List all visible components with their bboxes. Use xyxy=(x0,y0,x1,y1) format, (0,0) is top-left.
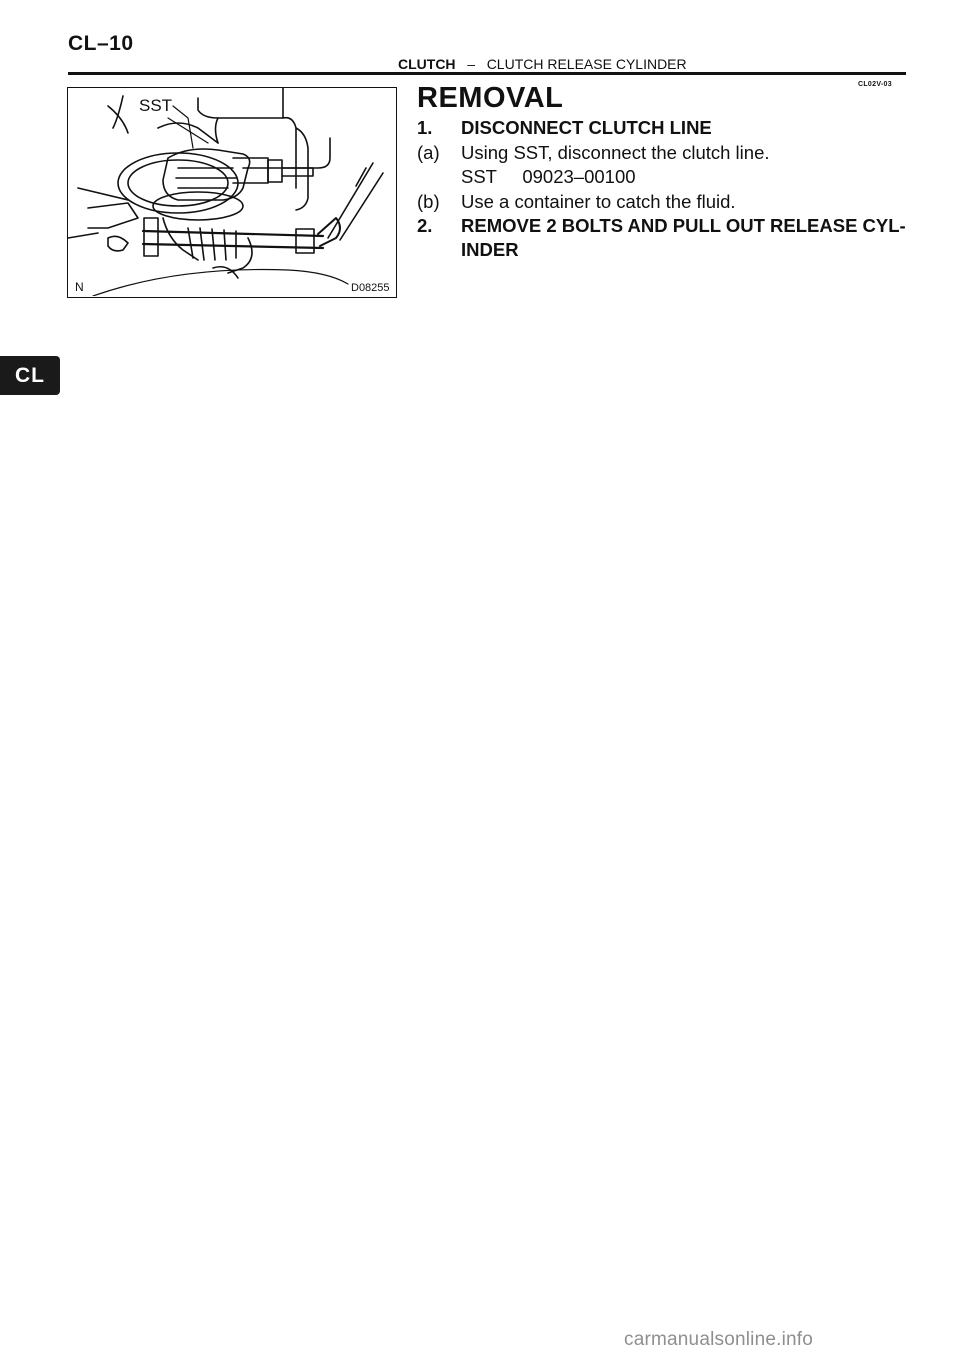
step-2-continuation: INDER xyxy=(461,239,519,260)
step-number: 2. xyxy=(417,215,433,236)
section-side-tab xyxy=(0,356,60,395)
clutch-line-illustration xyxy=(68,88,395,296)
sst-label: SST xyxy=(139,96,173,115)
header-rule xyxy=(68,72,906,75)
step-number: (a) xyxy=(417,142,440,163)
document-code: CL02V-03 xyxy=(858,81,892,88)
step-text: REMOVE 2 BOLTS AND PULL OUT RELEASE CYL- xyxy=(461,215,906,236)
step-1a xyxy=(417,142,770,164)
running-header xyxy=(398,56,687,72)
sst-part-number: SST 09023–00100 xyxy=(461,166,636,187)
figure-corner-label: N xyxy=(75,280,84,294)
step-text: Using SST, disconnect the clutch line. xyxy=(461,142,770,163)
site-watermark: carmanualsonline.info xyxy=(624,1329,814,1350)
side-tab-label: CL xyxy=(15,363,45,387)
figure-code: D08255 xyxy=(351,282,390,294)
step-number: (b) xyxy=(417,191,440,212)
section-heading: REMOVAL xyxy=(417,82,564,114)
subsection-title: CLUTCH RELEASE CYLINDER xyxy=(486,56,687,72)
step-2 xyxy=(417,215,906,237)
illustration-figure xyxy=(67,87,397,298)
step-text: Use a container to catch the fluid. xyxy=(461,191,736,212)
page-number: CL–10 xyxy=(68,32,134,55)
header-separator: – xyxy=(467,56,476,72)
step-text: DISCONNECT CLUTCH LINE xyxy=(461,117,712,138)
step-1 xyxy=(417,117,712,139)
step-1b xyxy=(417,191,736,213)
step-number: 1. xyxy=(417,117,433,138)
section-title: CLUTCH xyxy=(398,56,456,72)
